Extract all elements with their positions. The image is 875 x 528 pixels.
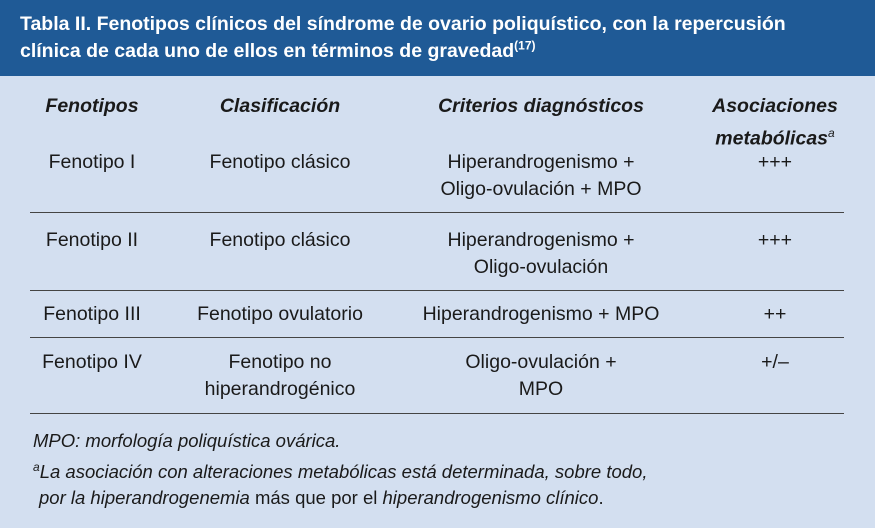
footnote-a-text-4: . [598, 487, 604, 509]
table-title-reference: (17) [514, 38, 536, 53]
footnote-a-text-3: más que por el [249, 487, 383, 509]
footnote-a-text-2: por la [39, 487, 91, 509]
row-1-clasificacion: Fenotipo clásico [209, 151, 351, 173]
row-1-criterios [406, 149, 676, 203]
row-divider [30, 337, 844, 338]
row-4-criterios-line-1: Oligo-ovulación + [465, 351, 617, 373]
table-title-line-2-text: clínica de cada uno de ellos en términos de gravedad [20, 40, 515, 62]
row-divider [30, 290, 844, 291]
row-divider [30, 212, 844, 213]
footnote-a-line-1 [33, 454, 647, 485]
row-3-fenotipo: Fenotipo III [43, 303, 141, 325]
header-asociaciones-line-1: Asociaciones [712, 95, 838, 117]
row-4-clasificacion [154, 349, 406, 403]
row-3-criterios: Hiperandrogenismo + MPO [422, 303, 660, 325]
row-4-criterios-line-2: MPO [518, 378, 564, 400]
table-title-line-1: Tabla II. Fenotipos clínicos del síndrome de ovario poliquístico, con la repercusión [20, 13, 786, 35]
footnotes [33, 428, 647, 511]
footnote-a-term-hiperandrogenismo: hiperandrogenismo clínico [382, 487, 599, 509]
header-asociaciones-footnote-marker: a [828, 126, 835, 140]
row-3-asociaciones: ++ [763, 303, 787, 325]
row-3-clasificacion: Fenotipo ovulatorio [197, 303, 363, 325]
row-4-criterios [406, 349, 676, 403]
table-bottom-rule [30, 413, 844, 414]
row-2-criterios-line-1: Hiperandrogenismo + [447, 229, 635, 251]
header-asociaciones-line-2 [690, 120, 860, 153]
table-title-line-2 [20, 38, 855, 65]
row-4-fenotipo: Fenotipo IV [42, 351, 142, 373]
row-4-clasificacion-line-1: Fenotipo no [228, 351, 332, 373]
header-criterios: Criterios diagnósticos [438, 95, 644, 117]
footnote-mpo: MPO: morfología poliquística ovárica. [33, 430, 341, 451]
row-2-clasificacion: Fenotipo clásico [209, 229, 351, 251]
row-2-asociaciones: +++ [757, 229, 793, 251]
row-2-criterios-line-2: Oligo-ovulación [473, 256, 609, 278]
header-fenotipos: Fenotipos [45, 95, 139, 117]
footnote-a-text-1: La asociación con alteraciones metabólicas está determinada, sobre todo, [39, 461, 648, 483]
row-1-criterios-line-2: Oligo-ovulación + MPO [440, 178, 642, 200]
row-1-criterios-line-1: Hiperandrogenismo + [447, 151, 635, 173]
row-2-criterios [406, 227, 676, 281]
header-clasificacion: Clasificación [219, 95, 341, 117]
row-4-clasificacion-line-2: hiperandrogénico [204, 378, 356, 400]
footnote-a-line-2 [33, 485, 647, 511]
row-1-fenotipo: Fenotipo I [48, 151, 136, 173]
row-4-asociaciones: +/– [761, 351, 789, 373]
row-1-asociaciones: +++ [757, 151, 793, 173]
header-asociaciones-line-2-text: metabólicas [715, 127, 829, 150]
footnote-a-term-hiperandrogenemia: hiperandrogenemia [90, 487, 250, 509]
footnote-a-marker: a [33, 460, 40, 474]
row-2-fenotipo: Fenotipo II [45, 229, 139, 251]
table-title [0, 0, 875, 76]
header-asociaciones [690, 93, 860, 153]
